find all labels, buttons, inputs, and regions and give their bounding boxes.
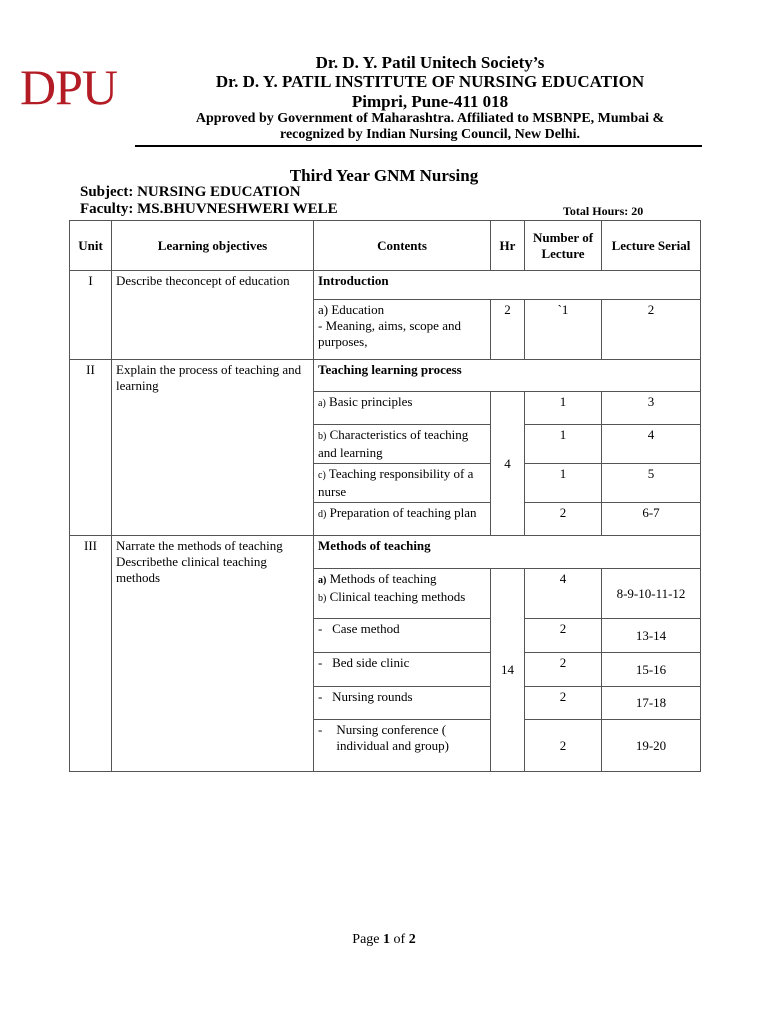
table-row	[70, 536, 701, 569]
hr-cell: 2	[491, 300, 525, 360]
subject-line: Subject: NURSING EDUCATION	[80, 184, 301, 200]
item-label: c)	[318, 470, 326, 481]
item-text: Teaching responsibility of a nurse	[318, 466, 474, 499]
item-text: Case method	[332, 621, 400, 636]
institute-name: Dr. D. Y. PATIL INSTITUTE OF NURSING EDUCATION	[215, 72, 645, 91]
approval-line: Approved by Government of Maharashtra. Affiliated to MSBNPE, Mumbai &	[195, 111, 665, 126]
content-cell	[314, 503, 491, 536]
item-text: Methods of teaching	[329, 571, 437, 586]
num-lecture-cell: 2	[525, 720, 602, 772]
content-cell	[314, 569, 491, 619]
item-label: a)	[318, 398, 326, 409]
total-hours: Total Hours: 20	[563, 204, 644, 218]
faculty-line: Faculty: MS.BHUVNESHWERI WELE	[80, 201, 338, 217]
item-text: Preparation of teaching plan	[329, 505, 477, 520]
content-cell	[314, 300, 491, 360]
content-cell	[314, 720, 491, 772]
item-text: Nursing conference ( individual and group)	[336, 722, 449, 753]
table-header-row	[70, 221, 701, 271]
page-total: 2	[408, 932, 416, 947]
num-lecture-cell: 1	[525, 464, 602, 503]
serial-cell: 6-7	[602, 503, 701, 536]
page-footer	[0, 932, 768, 948]
item-label: -	[318, 621, 323, 636]
item-label: -	[318, 722, 323, 737]
serial-cell: 2	[602, 300, 701, 360]
header-number-of-lecture: Number of Lecture	[525, 221, 602, 271]
page-prefix: Page	[352, 932, 384, 947]
item-text: Bed side clinic	[332, 655, 410, 670]
num-lecture-cell: 1	[525, 392, 602, 425]
num-lecture-cell: 2	[525, 503, 602, 536]
objective-cell: Narrate the methods of teaching Describethe clinical teaching methods	[112, 536, 314, 772]
item-label: -	[318, 655, 323, 670]
header-contents: Contents	[314, 221, 491, 271]
content-cell	[314, 653, 491, 687]
recognition-line: recognized by Indian Nursing Council, New Delhi.	[280, 127, 580, 142]
hr-cell: 4	[491, 392, 525, 536]
unit-cell: III	[70, 536, 112, 772]
topic-cell: Methods of teaching	[314, 536, 701, 569]
item-text: Education	[331, 302, 385, 317]
page-current: 1	[383, 932, 391, 947]
serial-cell: 8-9-10-11-12	[602, 569, 701, 619]
num-lecture-cell: 4	[525, 569, 602, 619]
society-name: Dr. D. Y. Patil Unitech Society’s	[315, 53, 545, 72]
serial-cell: 5	[602, 464, 701, 503]
page-title: Third Year GNM Nursing	[289, 166, 479, 185]
serial-cell: 17-18	[602, 687, 701, 720]
institute-address: Pimpri, Pune-411 018	[351, 92, 509, 111]
syllabus-table	[69, 220, 701, 772]
table-row	[70, 360, 701, 392]
header-objectives: Learning objectives	[112, 221, 314, 271]
item-text: Clinical teaching methods	[329, 589, 466, 604]
item-text: Nursing rounds	[332, 689, 413, 704]
objective-cell: Describe theconcept of education	[112, 271, 314, 360]
item-label: a)	[318, 575, 327, 586]
item-label: b)	[318, 593, 327, 604]
content-cell	[314, 425, 491, 464]
topic-cell: Introduction	[314, 271, 701, 300]
num-lecture-cell: 2	[525, 619, 602, 653]
serial-cell: 15-16	[602, 653, 701, 687]
item-label: d)	[318, 509, 327, 520]
serial-cell: 19-20	[602, 720, 701, 772]
header-unit: Unit	[70, 221, 112, 271]
num-lecture-cell: `1	[525, 300, 602, 360]
item-label: a)	[318, 302, 329, 317]
hr-cell: 14	[491, 569, 525, 772]
page-of: of	[390, 932, 409, 947]
content-cell	[314, 687, 491, 720]
num-lecture-cell: 2	[525, 653, 602, 687]
topic-cell: Teaching learning process	[314, 360, 701, 392]
item-text: Characteristics of teaching and learning	[318, 427, 469, 460]
dpu-logo: DPU	[20, 59, 118, 115]
serial-cell: 3	[602, 392, 701, 425]
item-label: -	[318, 689, 323, 704]
header-divider	[135, 145, 702, 147]
serial-cell: 13-14	[602, 619, 701, 653]
objective-cell: Explain the process of teaching and learning	[112, 360, 314, 536]
unit-cell: I	[70, 271, 112, 360]
item-label: b)	[318, 431, 327, 442]
unit-cell: II	[70, 360, 112, 536]
header-lecture-serial: Lecture Serial	[602, 221, 701, 271]
content-cell	[314, 464, 491, 503]
table-row	[70, 271, 701, 300]
header-hr: Hr	[491, 221, 525, 271]
content-cell	[314, 619, 491, 653]
serial-cell: 4	[602, 425, 701, 464]
num-lecture-cell: 1	[525, 425, 602, 464]
item-extra: - Meaning, aims, scope and purposes,	[318, 318, 461, 349]
item-text: Basic principles	[329, 394, 413, 409]
num-lecture-cell: 2	[525, 687, 602, 720]
content-cell	[314, 392, 491, 425]
